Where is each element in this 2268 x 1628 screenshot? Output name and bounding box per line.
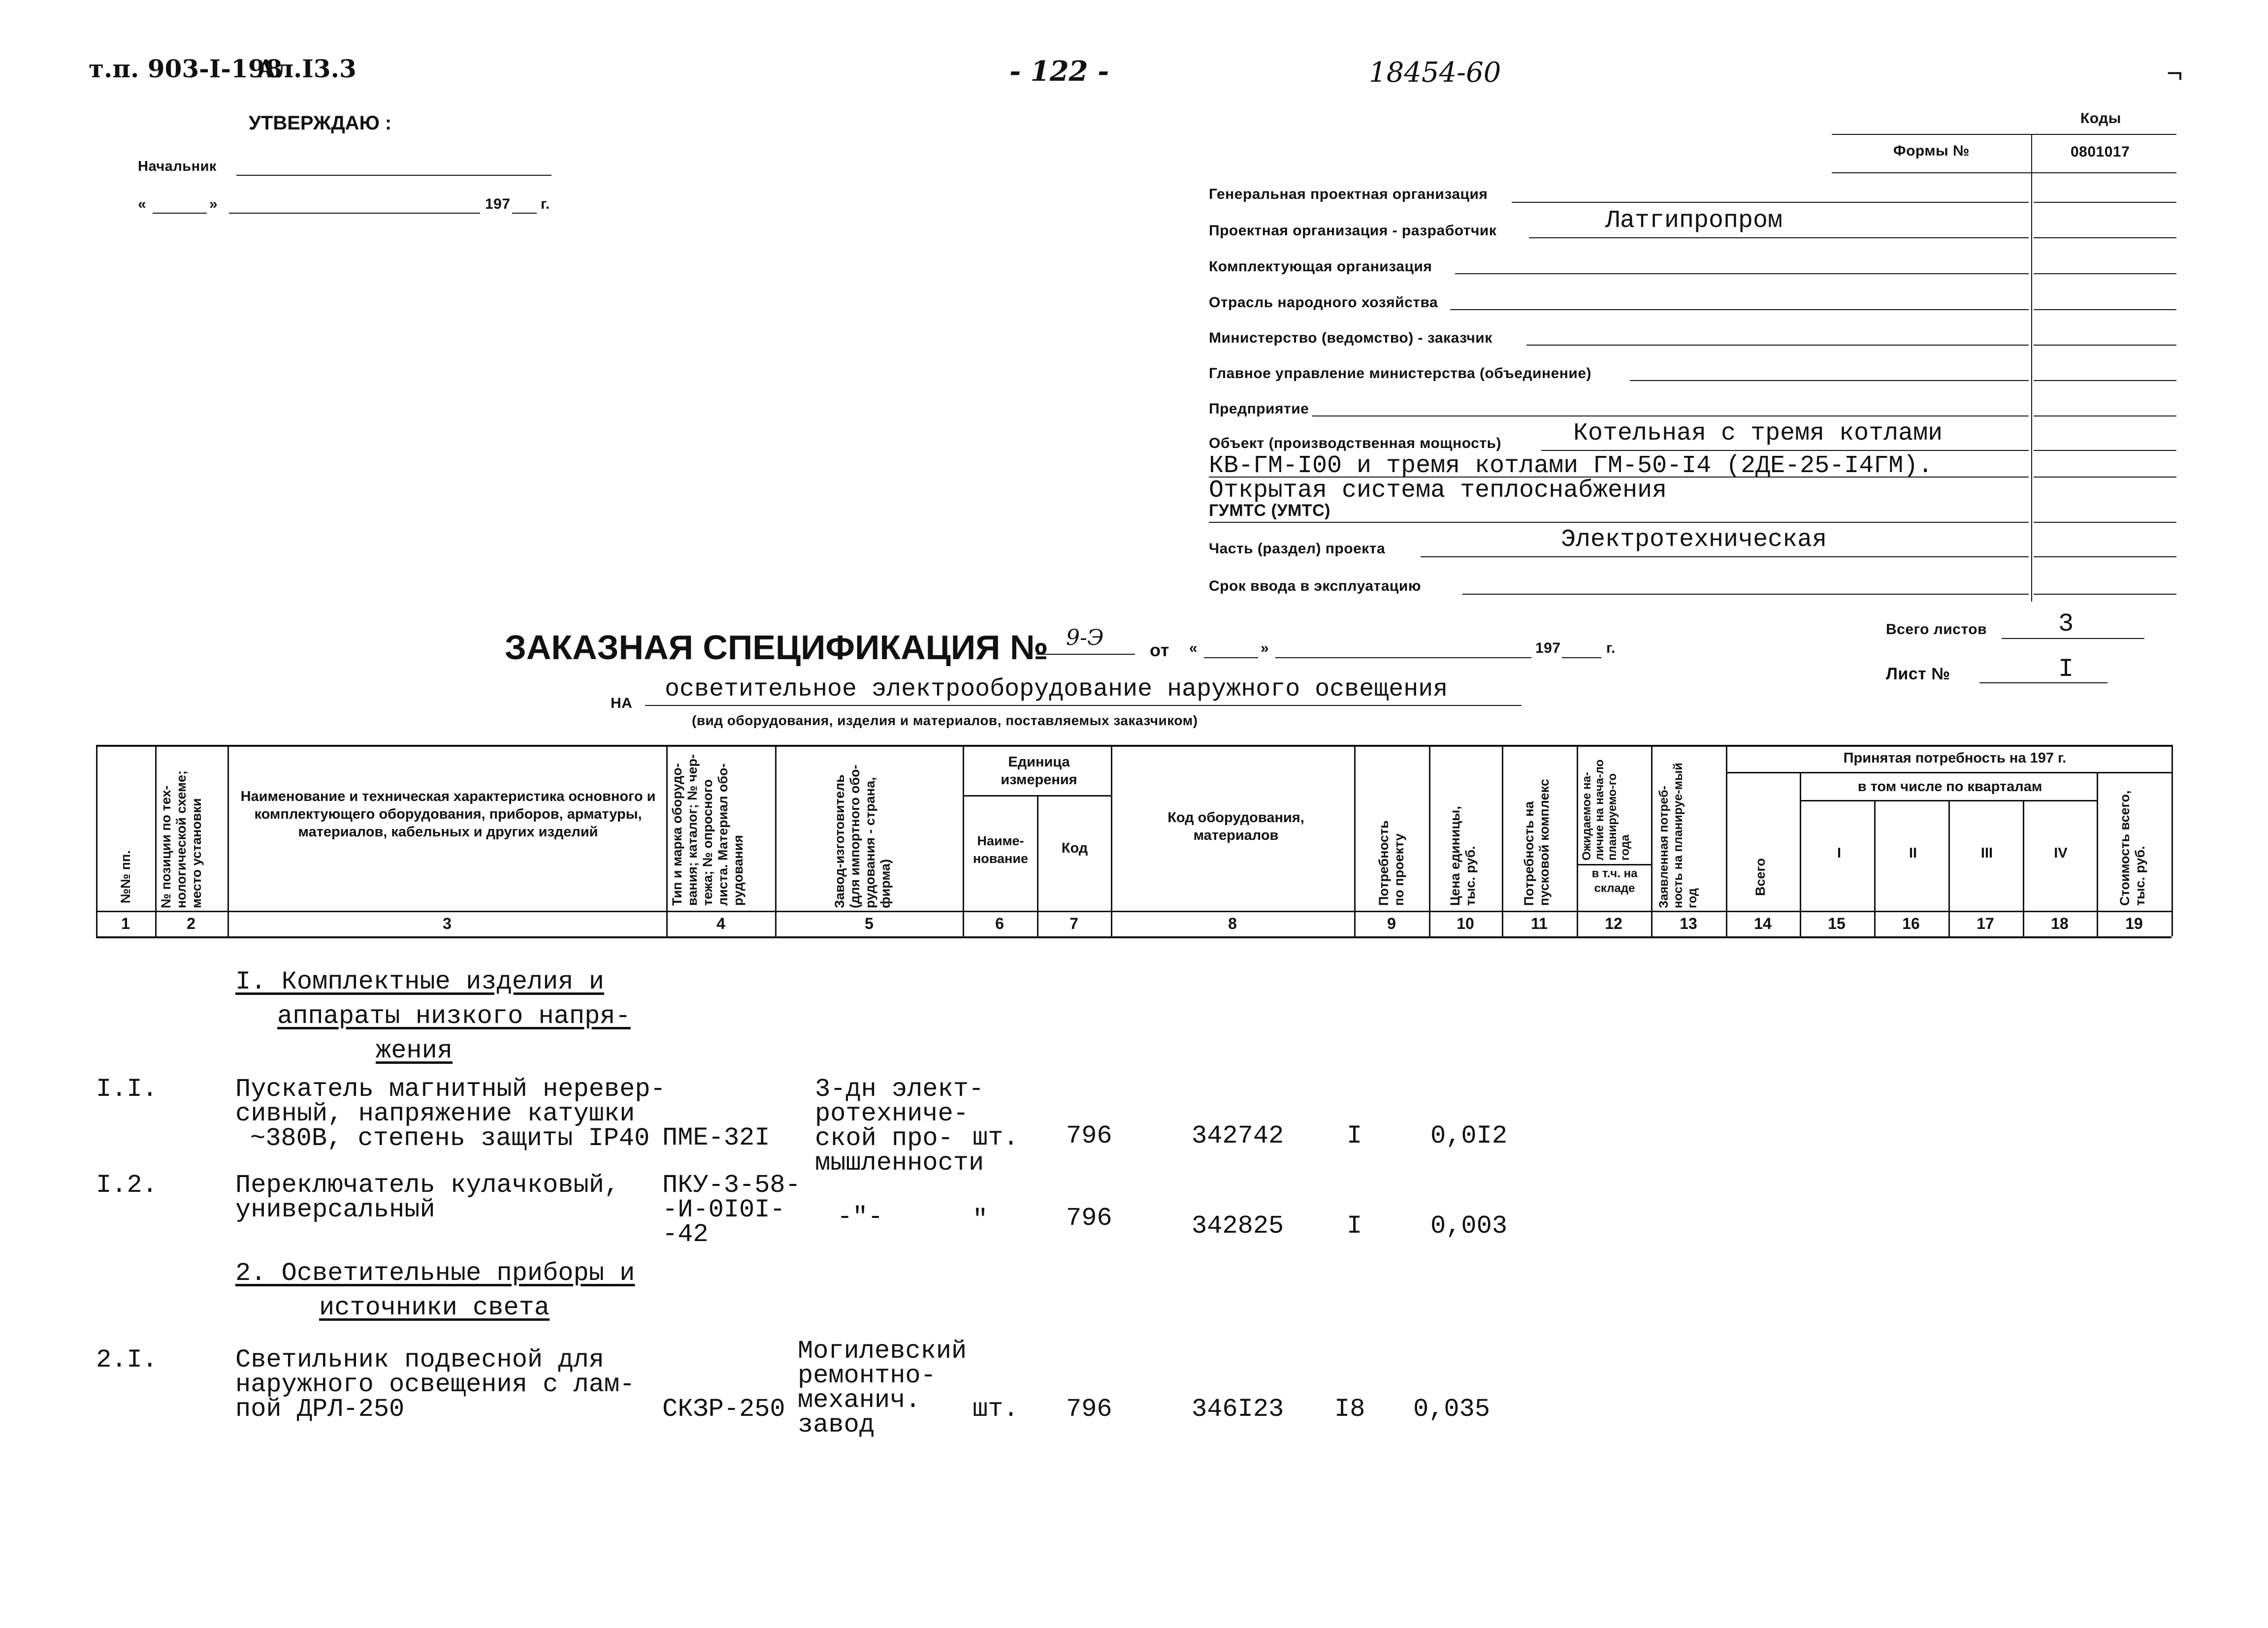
approve-title: УТВЕРЖДАЮ :	[249, 112, 392, 134]
gumts-line	[1209, 522, 2029, 523]
field-object-label: Объект (производственная мощность)	[1209, 435, 1501, 451]
row-name-line: ~380В, степень защиты IP40	[250, 1124, 650, 1153]
spec-month-line	[1275, 657, 1531, 658]
approve-quote-open: «	[138, 196, 147, 212]
header-c9: Потребность по проекту	[1376, 820, 1406, 906]
row-maker-line: мышленности	[815, 1149, 984, 1178]
col-line-13	[1726, 745, 1727, 936]
gumts-label: ГУМТС (УМТС)	[1209, 501, 1330, 520]
col-line-14	[1800, 772, 1801, 936]
col-number-5: 5	[865, 915, 874, 932]
section-title-line: жения	[376, 1036, 453, 1065]
col-number-19: 19	[2125, 915, 2143, 932]
row-qty: I8	[1334, 1395, 1365, 1424]
row-name-line: пой ДРЛ-250	[235, 1395, 405, 1424]
spec-day-line	[1204, 657, 1258, 658]
section-title-line: аппараты низкого напря-	[277, 1002, 631, 1031]
col-number-16: 16	[1902, 915, 1920, 932]
code-line-10	[2034, 522, 2176, 523]
chief-label: Начальник	[138, 159, 217, 174]
col-number-12: 12	[1605, 915, 1622, 932]
col-line-6	[1037, 795, 1038, 936]
col-number-8: 8	[1228, 915, 1237, 932]
code-line-1	[2034, 202, 2176, 203]
code-line-8	[2034, 450, 2176, 451]
row-name-line: сивный, напряжение катушки	[235, 1099, 635, 1128]
sheet-line	[1979, 682, 2107, 683]
row-price: 0,003	[1430, 1212, 1508, 1241]
header-c12a: Ожидаемое на-личие на нача-ло планируемо-го года	[1580, 759, 1632, 861]
row-maker-line: ремонтно-	[798, 1361, 936, 1390]
accepted-divider	[1726, 772, 2171, 773]
col-line-11	[1577, 745, 1578, 936]
row-name-line: Светильник подвесной для	[235, 1345, 604, 1374]
col-number-11: 11	[1531, 915, 1548, 932]
inventory-number: 18454-60	[1369, 57, 1501, 89]
section-title	[235, 965, 631, 1068]
col-line-0	[96, 745, 97, 936]
row-maker-line: 3-дн элект-	[815, 1075, 984, 1104]
header-c2: № позиции по тех-нологической схеме; место установки	[159, 770, 204, 908]
object-line-3: Открытая система теплоснабжения	[1209, 477, 1667, 505]
header-c3: Наименование и техническая характеристика основного и комплектующего оборудования, приборов, арматуры, материалов, кабельных и других изделий	[240, 789, 656, 840]
row-price: 0,0I2	[1430, 1121, 1508, 1150]
row-name	[235, 1077, 666, 1151]
header-unit: Единица измерения	[1001, 754, 1077, 788]
header-c4: Тип и марка оборудо-вания; каталог; № чер-тежа; № опросного листа. Материал обо-рудования	[670, 754, 745, 906]
spec-from: от	[1150, 640, 1169, 660]
spec-subject-note: (вид оборудования, изделия и материалов, поставляемых заказчиком)	[692, 713, 1198, 728]
header-q3: III	[1980, 845, 1993, 861]
codes-form-line	[1832, 172, 2176, 173]
spec-quote-close: »	[1261, 640, 1269, 656]
row-type: СКЗР-250	[662, 1395, 785, 1424]
field-enterprise-label: Предприятие	[1209, 401, 1309, 417]
code-line-3	[2034, 273, 2176, 274]
codes-title: Коды	[2080, 110, 2121, 127]
row-qty: I	[1347, 1212, 1362, 1241]
col-number-14: 14	[1754, 915, 1772, 932]
row-type: ПМЕ-32I	[662, 1123, 770, 1152]
spec-subject: осветительное электрооборудование наружного освещения	[665, 675, 1448, 703]
row-maker-line: ской про-	[815, 1124, 953, 1153]
code-line-7	[2034, 415, 2176, 416]
code-line-12	[2034, 594, 2176, 595]
total-sheets-line	[2002, 638, 2144, 639]
row-price: 0,035	[1413, 1395, 1490, 1424]
col-line-3	[666, 745, 668, 936]
header-c13: Заявленная потреб-ность на планируе-мый год	[1657, 763, 1699, 908]
row-unit: "	[972, 1205, 988, 1234]
total-sheets-value: 3	[2058, 609, 2074, 638]
total-sheets-label: Всего листов	[1886, 621, 1987, 638]
row-unit: шт.	[972, 1395, 1019, 1424]
row-maker: -"-	[837, 1203, 883, 1232]
page-number: - 122 -	[1009, 55, 1109, 88]
object-line-2: КВ-ГМ-I00 и тремя котлами ГМ-50-I4 (2ДЕ-25-I4ГМ).	[1209, 452, 1933, 480]
unit-divider	[963, 795, 1111, 797]
field-developer-line	[1529, 237, 2029, 238]
col-number-13: 13	[1680, 915, 1697, 932]
field-developer-label: Проектная организация - разработчик	[1209, 223, 1497, 239]
field-general-org-label: Генеральная проектная организация	[1209, 186, 1488, 202]
field-developer-value: Латгипропром	[1605, 207, 1783, 235]
header-c5: Завод-изготовитель (для импортного обо-рудования - страна, фирма)	[832, 765, 893, 908]
deadline-line	[1462, 594, 2029, 595]
part-label: Часть (раздел) проекта	[1209, 541, 1386, 557]
field-main-dept-label: Главное управление министерства (объединение)	[1209, 365, 1592, 382]
spec-year-suffix: г.	[1606, 640, 1616, 656]
col-number-1: 1	[121, 915, 130, 932]
col-number-3: 3	[443, 915, 452, 932]
row-number: 2.I.	[96, 1345, 158, 1374]
spec-title: ЗАКАЗНАЯ СПЕЦИФИКАЦИЯ №	[505, 628, 1048, 667]
col-line-7	[1111, 745, 1112, 936]
field-general-org-line	[1512, 202, 2029, 203]
row-maker-line: Могилевский	[798, 1337, 967, 1366]
header-c10: Цена единицы, тыс. руб.	[1448, 806, 1478, 906]
code-line-2	[2034, 237, 2176, 238]
spec-on-label: НА	[611, 695, 633, 711]
field-object-value: Котельная с тремя котлами	[1573, 419, 1943, 447]
field-ministry-label: Министерство (ведомство) - заказчик	[1209, 330, 1492, 346]
spec-quote-open: «	[1189, 640, 1198, 656]
codes-divider	[2031, 134, 2032, 602]
row-unit: шт.	[972, 1123, 1019, 1152]
row-name-line: Пускатель магнитный неревер-	[235, 1075, 666, 1104]
spec-number: 9-Э	[1066, 625, 1104, 650]
header-q1: I	[1837, 845, 1842, 861]
col-line-4	[775, 745, 777, 936]
row-maker-line: ротехниче-	[815, 1099, 969, 1128]
sheet-value: I	[2058, 655, 2074, 684]
row-name-line: наружного освещения с лам-	[235, 1370, 635, 1399]
col-line-10	[1502, 745, 1503, 936]
stock-divider	[1577, 864, 1651, 865]
row-unit-code: 796	[1066, 1121, 1112, 1150]
field-industry-line	[1450, 309, 2029, 310]
field-ministry-line	[1526, 345, 2029, 346]
approve-year-line	[512, 213, 537, 214]
field-industry-label: Отрасль народного хозяйства	[1209, 294, 1438, 311]
approve-year-suffix: г.	[541, 196, 550, 212]
code-line-5	[2034, 345, 2176, 346]
field-main-dept-line	[1630, 380, 2029, 381]
row-number: I.2.	[96, 1171, 158, 1200]
code-line-11	[2034, 556, 2176, 557]
field-enterprise-line	[1312, 415, 2029, 416]
section-title-line: I. Комплектные изделия и	[235, 967, 604, 996]
corner-mark: ¬	[2167, 57, 2183, 88]
row-maker	[798, 1339, 967, 1437]
row-type-line: -42	[662, 1220, 709, 1249]
code-line-4	[2034, 309, 2176, 310]
col-number-7: 7	[1069, 915, 1078, 932]
col-line-2	[227, 745, 229, 936]
field-supplier-label: Комплектующая организация	[1209, 258, 1432, 275]
row-name-line: Переключатель кулачковый,	[235, 1171, 620, 1200]
code-line-9	[2034, 477, 2176, 478]
row-unit-code: 796	[1066, 1204, 1112, 1233]
col-number-17: 17	[1976, 915, 1994, 932]
row-code: 342742	[1192, 1121, 1284, 1150]
header-c1: №№ пп.	[118, 850, 133, 903]
row-name	[235, 1173, 619, 1222]
table-header-bottom	[96, 911, 2171, 912]
row-qty: I	[1347, 1121, 1362, 1150]
field-supplier-line	[1455, 273, 2029, 274]
col-line-18	[2097, 772, 2098, 936]
document-code: т.п. 903-I-198	[89, 54, 283, 83]
header-c14: Всего	[1753, 858, 1768, 896]
col-number-15: 15	[1828, 915, 1846, 932]
col-line-9	[1429, 745, 1430, 936]
spec-year-line	[1562, 657, 1601, 658]
approve-year: 197	[485, 196, 511, 212]
header-c6: Наиме-нование	[973, 833, 1028, 866]
header-c11: Потребность на пусковой комплекс	[1522, 779, 1552, 906]
field-object-line	[1541, 450, 2029, 451]
code-line-6	[2034, 380, 2176, 381]
approve-month-line	[229, 213, 480, 214]
row-type-line: ПКУ-3-58-	[662, 1171, 801, 1200]
col-number-2: 2	[187, 915, 195, 932]
header-c19: Стоимость всего, тыс. руб.	[2117, 790, 2147, 906]
col-number-6: 6	[995, 915, 1004, 932]
col-line-8	[1354, 745, 1356, 936]
col-line-12	[1651, 745, 1652, 936]
col-number-18: 18	[2051, 915, 2069, 932]
row-maker-line: завод	[798, 1410, 875, 1439]
part-line	[1421, 556, 2029, 557]
row-name	[235, 1345, 635, 1424]
approve-quote-close: »	[209, 196, 218, 212]
section-title	[235, 1256, 635, 1325]
col-line-15	[1874, 800, 1876, 936]
sheet-label: Лист №	[1886, 665, 1950, 683]
part-value: Электротехническая	[1561, 526, 1827, 554]
section-title-line: 2. Осветительные приборы и	[235, 1259, 635, 1288]
row-type-line: -И-0I0I-	[662, 1195, 785, 1224]
header-c12b: в т.ч. на складе	[1591, 867, 1638, 895]
header-quarters: в том числе по кварталам	[1857, 779, 2042, 795]
table-numbers-bottom	[96, 936, 2171, 938]
col-number-9: 9	[1387, 915, 1396, 932]
codes-top-line	[1832, 134, 2176, 135]
spec-subject-line	[645, 705, 1522, 706]
album-number: Ал.I3.3	[256, 54, 356, 83]
col-line-1	[155, 745, 157, 936]
header-q4: IV	[2054, 845, 2068, 861]
row-type	[662, 1173, 801, 1247]
header-c8: Код оборудования, материалов	[1167, 810, 1304, 843]
form-code: 0801017	[2071, 144, 2130, 160]
spec-number-line	[1037, 654, 1135, 655]
form-label: Формы №	[1893, 143, 1970, 159]
row-name-line: универсальный	[235, 1195, 435, 1224]
header-q2: II	[1909, 845, 1917, 861]
quarters-divider	[1800, 800, 2097, 801]
approve-day-line	[153, 213, 207, 214]
header-accepted: Принятая потребность на 197 г.	[1843, 750, 2067, 766]
row-unit-code: 796	[1066, 1395, 1112, 1424]
section-title-line: источники света	[319, 1293, 550, 1322]
col-line-17	[2023, 800, 2024, 936]
col-number-10: 10	[1457, 915, 1474, 932]
col-line-19	[2171, 745, 2173, 936]
header-c7: Код	[1061, 840, 1088, 856]
row-code: 346I23	[1192, 1395, 1284, 1424]
col-line-16	[1948, 800, 1950, 936]
row-maker-line: механич.	[798, 1386, 921, 1415]
col-line-5	[963, 745, 964, 936]
row-number: I.I.	[96, 1075, 158, 1104]
table-top-border	[96, 745, 2171, 747]
chief-line	[236, 175, 551, 176]
row-maker	[815, 1077, 984, 1176]
deadline-label: Срок ввода в эксплуатацию	[1209, 578, 1421, 594]
spec-year: 197	[1535, 640, 1561, 656]
row-code: 342825	[1192, 1212, 1284, 1241]
col-number-4: 4	[716, 915, 725, 932]
